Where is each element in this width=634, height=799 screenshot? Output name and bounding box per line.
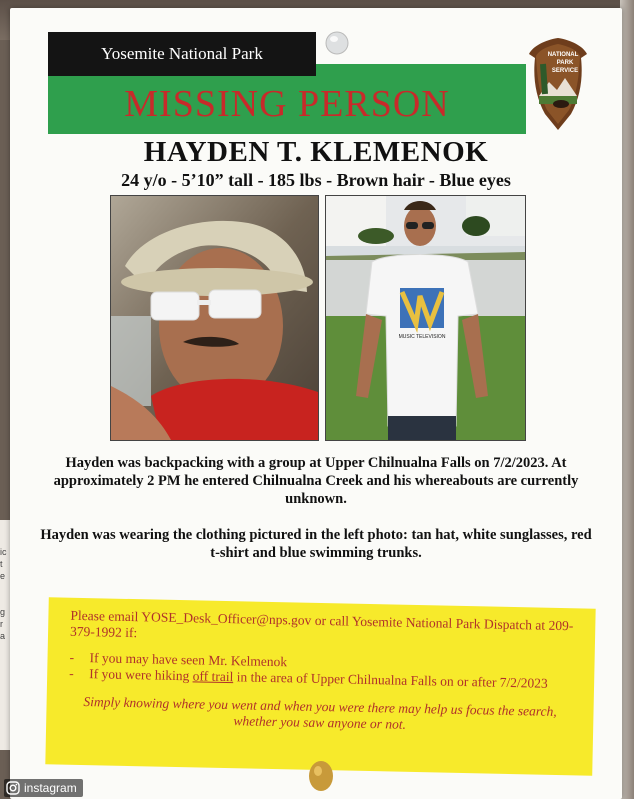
missing-person-name: HAYDEN T. KLEMENOK	[143, 136, 489, 168]
person-description: 24 y/o - 5’10” tall - 185 lbs - Brown hair - Blue eyes	[121, 170, 511, 190]
clothing-description: Hayden was wearing the clothing pictured in the left photo: tan hat, white sunglasses, red t-shirt and blue swimming trunks.	[40, 527, 592, 561]
missing-person-poster	[10, 8, 622, 799]
incident-description: Hayden was backpacking with a group at Upper Chilnualna Falls on 7/2/2023. At approximately 2 PM he entered Chilnualna Creek and his whereabouts are currently unknown.	[53, 455, 579, 507]
park-name-label: Yosemite National Park	[48, 32, 316, 76]
tshirt-print-text: MUSIC TELEVISION	[398, 334, 446, 340]
logo-text-line-2: PARK	[556, 60, 574, 66]
push-pin-bottom	[307, 760, 335, 792]
missing-person-headline: MISSING PERSON	[124, 83, 450, 125]
photo-full-body	[325, 195, 526, 441]
contact-criteria-list	[69, 650, 573, 693]
criteria-hiking-text-start: If you were hiking	[89, 666, 193, 684]
criteria-seen-text: If you may have seen Mr. Kelmenok	[89, 650, 288, 670]
contact-info-box	[45, 597, 595, 775]
push-pin-top	[322, 28, 352, 58]
criteria-hiking-text-end: in the area of Upper Chilnualna Falls on or after 7/2/2023	[233, 669, 548, 691]
logo-text-line-1: NATIONAL	[547, 52, 579, 58]
closing-appeal: Simply knowing where you went and when you were there may help us focus the search, whether you saw anyone or not.	[83, 694, 557, 732]
photo-hiking-selfie	[110, 195, 319, 441]
bulletin-board-edge	[620, 0, 634, 799]
instagram-watermark	[4, 779, 83, 797]
contact-instructions: Please email YOSE_Desk_Officer@nps.gov or call Yosemite National Park Dispatch at 209-379-1992 if:	[69, 607, 574, 641]
nps-arrowhead-logo	[525, 36, 591, 132]
instagram-icon	[6, 781, 20, 795]
criteria-off-trail-underlined: off trail	[192, 668, 234, 685]
underlying-flyer-edge: ic t e g r a	[0, 520, 14, 750]
poster-header	[48, 32, 528, 136]
logo-text-line-3: SERVICE	[551, 68, 579, 74]
instagram-label: instagram	[24, 781, 77, 795]
